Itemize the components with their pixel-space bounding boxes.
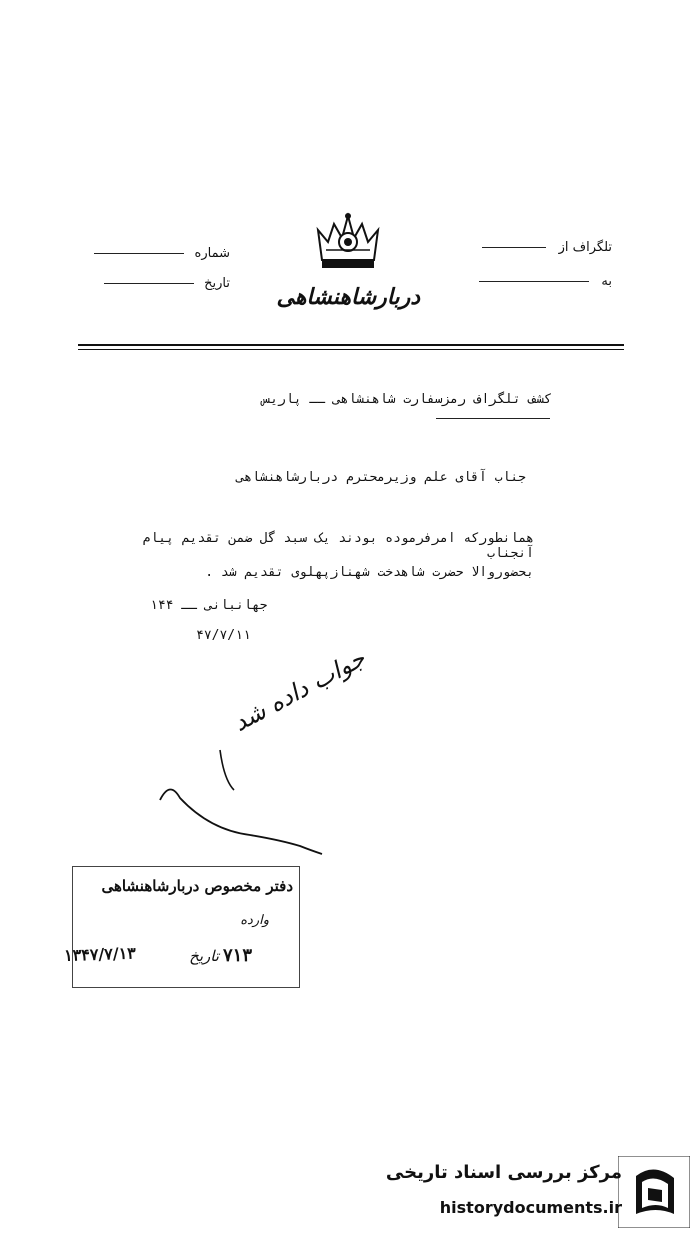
telegram-title: کشف تلگراف رمزسفارت شاهنشاهی ــ پاریس bbox=[262, 392, 552, 407]
stamp-number: ۷۱۳ bbox=[223, 945, 253, 966]
to-line bbox=[479, 281, 589, 282]
header-rule-thick bbox=[78, 344, 624, 346]
stamp-date-label: تاریخ bbox=[189, 947, 219, 965]
number-line bbox=[94, 253, 184, 254]
stamp-date: ۱۳۴۷/۷/۱۳ bbox=[63, 943, 137, 965]
number-field bbox=[80, 246, 230, 261]
telegraph-from-label: تلگراف از bbox=[558, 240, 612, 255]
watermark-url: historydocuments.ir bbox=[439, 1198, 622, 1217]
stamp-office: دفتر مخصوص دربارشاهنشاهی bbox=[101, 877, 293, 895]
date-label: تاریخ bbox=[204, 276, 230, 291]
telegram-date: ۴۷/۷/۱۱ bbox=[196, 628, 251, 643]
date-line bbox=[104, 283, 194, 284]
stamp-received-label: وارده bbox=[240, 913, 269, 928]
handwritten-flourish bbox=[150, 690, 450, 890]
telegram-signature: جهانبانی ــ ۱۴۴ bbox=[150, 598, 268, 613]
telegraph-from-field bbox=[452, 240, 612, 255]
royal-crown-icon bbox=[312, 212, 384, 274]
to-field bbox=[452, 274, 612, 289]
watermark-title: مرکز بررسی اسناد تاریخی bbox=[385, 1162, 622, 1183]
handwritten-note: جواب داده شد bbox=[228, 644, 370, 737]
header-rule-thin bbox=[78, 349, 624, 350]
title-underline bbox=[436, 418, 550, 419]
receipt-stamp bbox=[72, 866, 300, 988]
telegram-body-line1: همانطورکه امرفرموده بودند یک سبد گل ضمن تقدیم پیام آنجناب bbox=[142, 531, 534, 561]
to-label: به bbox=[601, 274, 612, 289]
archive-logo-icon bbox=[618, 1156, 690, 1228]
telegram-body-line2: بحضوروالا حضرت شاهدخت شهنازپهلوی تقدیم شد . bbox=[205, 565, 534, 580]
number-label: شماره bbox=[194, 246, 230, 261]
telegraph-from-line bbox=[482, 247, 546, 248]
letterhead-brand: دربارشاهنشاهی bbox=[276, 284, 420, 310]
telegram-addressee: جناب آقای علم وزیرمحترم دربارشاهنشاهی bbox=[236, 470, 526, 485]
date-field bbox=[80, 276, 230, 291]
